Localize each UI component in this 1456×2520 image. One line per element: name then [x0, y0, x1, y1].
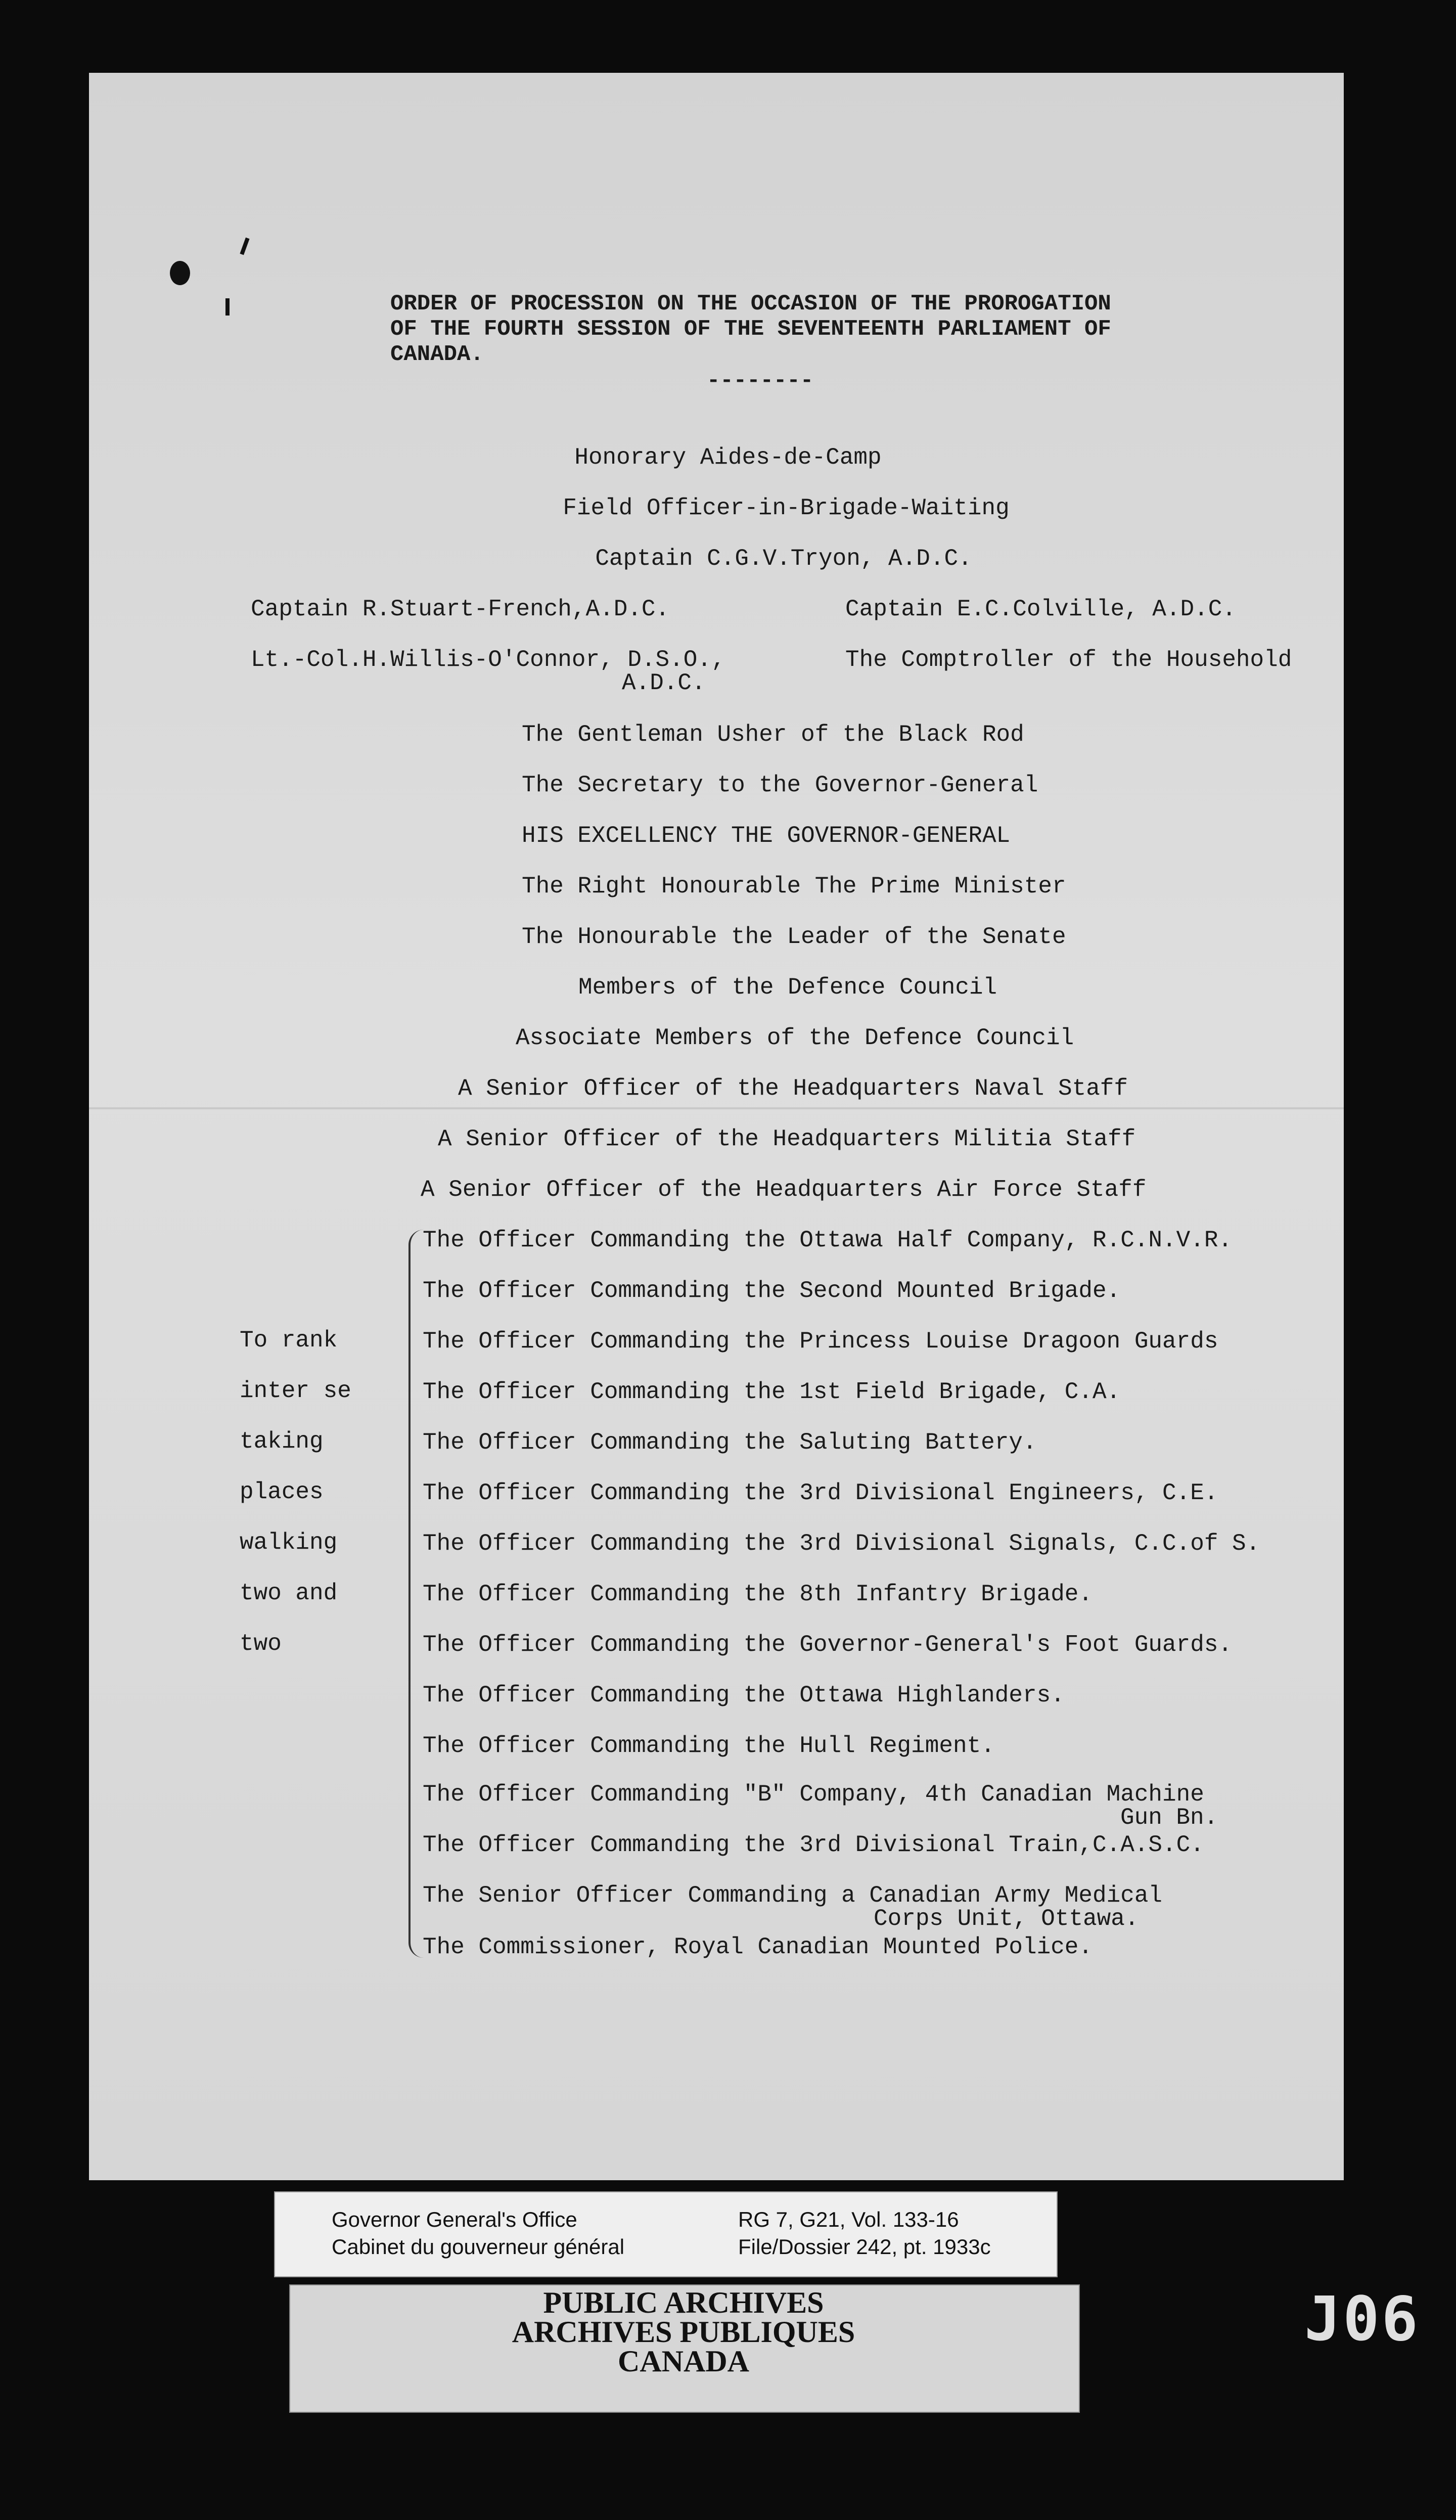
archive-ref-volume: RG 7, G21, Vol. 133-16	[738, 2208, 959, 2231]
captain-stuart-french: Captain R.Stuart-French,A.D.C.	[251, 596, 670, 622]
officer-line: The Officer Commanding the 1st Field Brigade, C.A.	[423, 1379, 1121, 1405]
captain-colville: Captain E.C.Colville, A.D.C.	[845, 596, 1236, 622]
officer-line: The Officer Commanding the Ottawa Half Company, R.C.N.V.R.	[423, 1227, 1233, 1253]
officer-line: The Officer Commanding the 3rd Divisional Engineers, C.E.	[423, 1480, 1218, 1506]
officer-line: The Commissioner, Royal Canadian Mounted Police.	[423, 1934, 1093, 1960]
side-note-line: two and	[240, 1580, 338, 1606]
field-officer: Field Officer-in-Brigade-Waiting	[563, 495, 1010, 521]
page-fold	[89, 1107, 1344, 1109]
archive-reference-label	[274, 2191, 1058, 2277]
title-line-2: OF THE FOURTH SESSION OF THE SEVENTEENTH PARLIAMENT OF	[390, 317, 1111, 342]
public-archives-en: PUBLIC ARCHIVES	[543, 2286, 824, 2319]
side-note-line: places	[240, 1479, 324, 1505]
officer-line: The Officer Commanding the Hull Regiment.	[423, 1733, 995, 1759]
title-line-1: ORDER OF PROCESSION ON THE OCCASION OF THE PROROGATION	[390, 291, 1111, 317]
associate-defence-council: Associate Members of the Defence Council	[516, 1025, 1074, 1051]
office-english: Governor General's Office	[332, 2208, 577, 2231]
officer-line: The Officer Commanding the 8th Infantry Brigade.	[423, 1581, 1093, 1607]
public-archives-country: CANADA	[618, 2345, 749, 2378]
officer-line: The Officer Commanding the Saluting Battery.	[423, 1429, 1037, 1456]
senate-leader: The Honourable the Leader of the Senate	[522, 924, 1066, 950]
prime-minister: The Right Honourable The Prime Minister	[522, 873, 1066, 899]
officer-line: The Officer Commanding the Ottawa Highlanders.	[423, 1682, 1065, 1708]
title-line-3: CANADA.	[390, 342, 484, 367]
office-french: Cabinet du gouverneur général	[332, 2235, 625, 2259]
air-force-staff: A Senior Officer of the Headquarters Air Force Staff	[421, 1177, 1147, 1203]
officer-line: The Officer Commanding the 3rd Divisional Signals, C.C.of S.	[423, 1531, 1260, 1557]
comptroller: The Comptroller of the Household	[845, 647, 1292, 673]
public-archives-fr: ARCHIVES PUBLIQUES	[512, 2315, 855, 2349]
lt-col-willis-adc: A.D.C.	[622, 670, 706, 696]
side-note-line: To rank	[240, 1327, 338, 1354]
defence-council: Members of the Defence Council	[578, 974, 997, 1001]
side-note-line: two	[240, 1631, 282, 1657]
ink-mark	[225, 298, 230, 316]
side-note-line: inter se	[240, 1378, 351, 1404]
side-note-line: walking	[240, 1529, 338, 1556]
his-excellency: HIS EXCELLENCY THE GOVERNOR-GENERAL	[522, 823, 1011, 849]
lt-col-willis: Lt.-Col.H.Willis-O'Connor, D.S.O.,	[251, 647, 725, 673]
officer-line: The Senior Officer Commanding a Canadian Army Medical	[423, 1882, 1163, 1909]
gentleman-usher: The Gentleman Usher of the Black Rod	[522, 722, 1024, 748]
officer-line-cont: Gun Bn.	[1120, 1805, 1218, 1831]
ink-blot	[170, 261, 190, 285]
captain-tryon: Captain C.G.V.Tryon, A.D.C.	[595, 546, 972, 572]
side-note-line: taking	[240, 1428, 324, 1455]
honorary-aides: Honorary Aides-de-Camp	[574, 444, 882, 471]
frame-number: J06	[1304, 2284, 1420, 2355]
archive-ref-file: File/Dossier 242, pt. 1933c	[738, 2235, 991, 2259]
officer-line: The Officer Commanding the Princess Louise Dragoon Guards	[423, 1328, 1218, 1355]
naval-staff: A Senior Officer of the Headquarters Naval Staff	[458, 1075, 1128, 1102]
militia-staff: A Senior Officer of the Headquarters Militia Staff	[438, 1126, 1136, 1152]
title-rule: --------	[707, 368, 814, 393]
officer-line: The Officer Commanding the Second Mounted Brigade.	[423, 1278, 1121, 1304]
secretary: The Secretary to the Governor-General	[522, 772, 1038, 798]
officer-line: The Officer Commanding "B" Company, 4th Canadian Machine	[423, 1781, 1204, 1808]
officer-line-cont: Corps Unit, Ottawa.	[874, 1906, 1139, 1932]
officer-line: The Officer Commanding the 3rd Divisional Train,C.A.S.C.	[423, 1832, 1204, 1858]
officer-line: The Officer Commanding the Governor-General's Foot Guards.	[423, 1632, 1233, 1658]
